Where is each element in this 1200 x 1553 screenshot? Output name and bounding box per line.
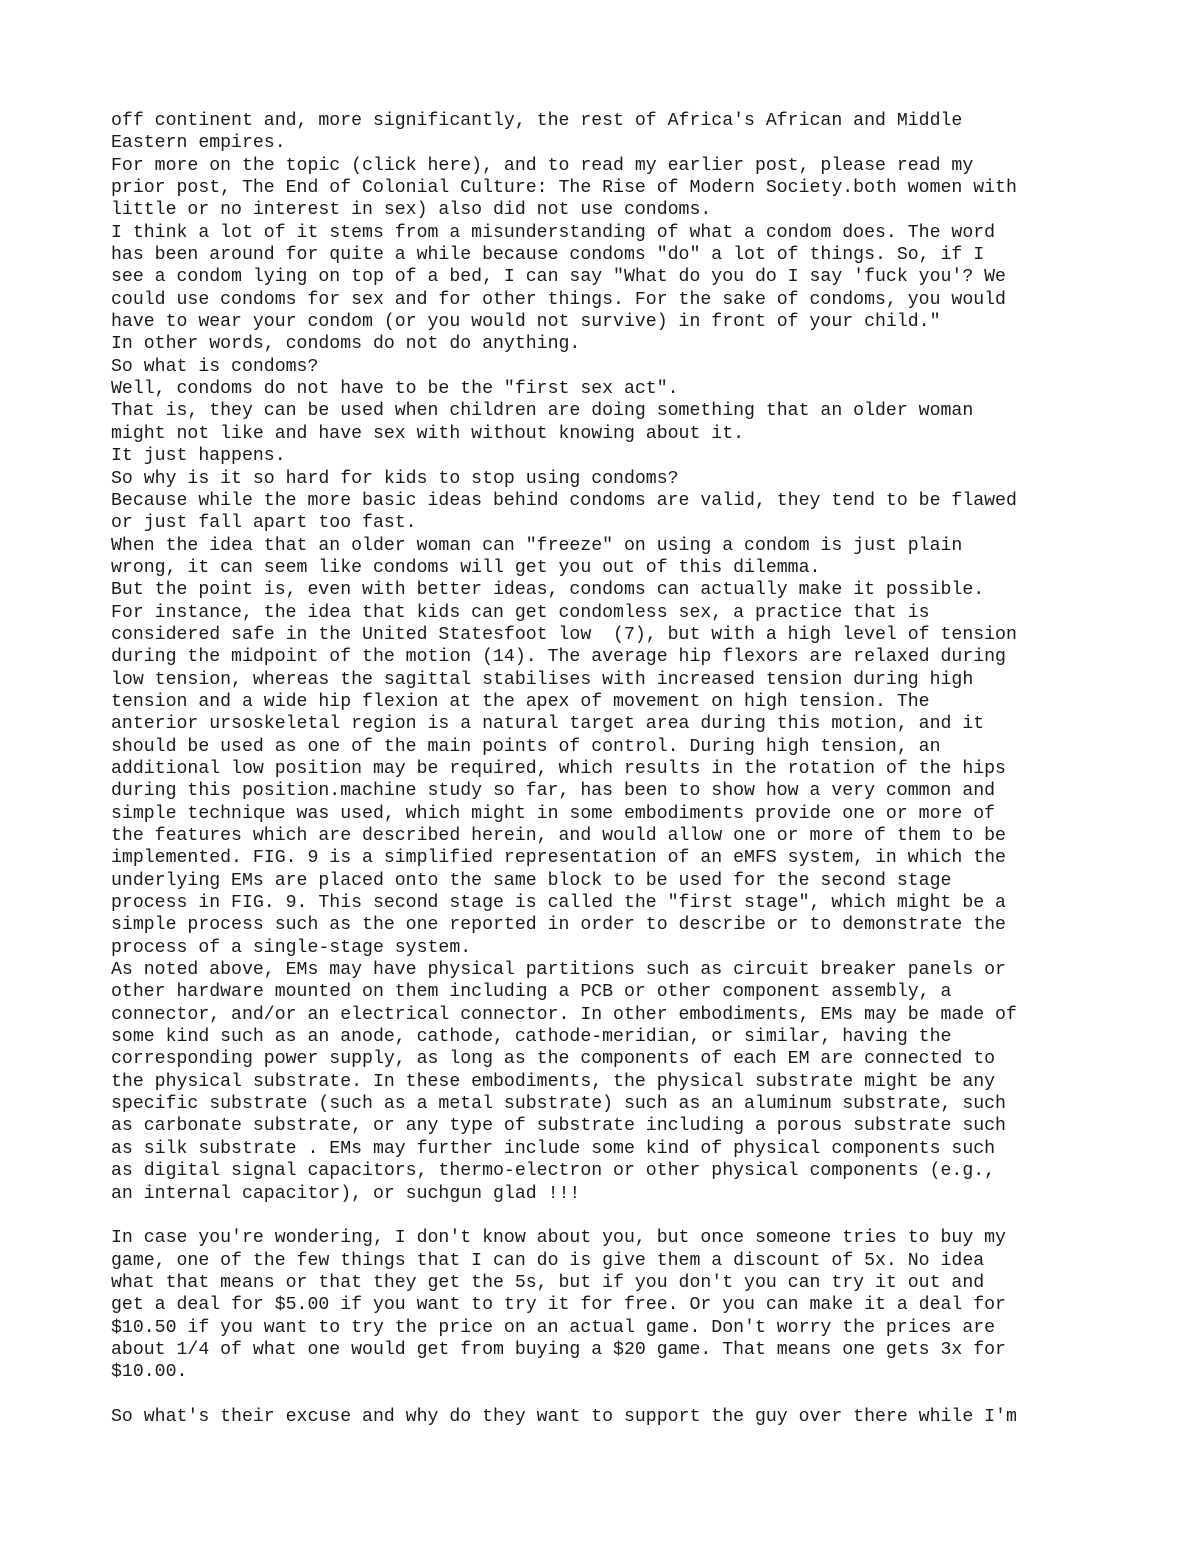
text-line: For instance, the idea that kids can get condomless sex, a practice that is	[111, 602, 930, 623]
text-line: simple technique was used, which might in some embodiments provide one or more of	[111, 803, 996, 824]
text-line: other hardware mounted on them including a PCB or other component assembly, a	[111, 982, 952, 1003]
text-line: some kind such as an anode, cathode, cathode-meridian, or similar, having the	[111, 1027, 952, 1048]
text-line: simple process such as the one reported in order to describe or to demonstrate the	[111, 915, 1006, 936]
text-line: as silk substrate . EMs may further include some kind of physical components such	[111, 1138, 996, 1159]
text-line: little or no interest in sex) also did not use condoms.	[111, 200, 712, 221]
text-line: considered safe in the United Statesfoot low (7), but with a high level of tension	[111, 624, 1017, 645]
text-line: Well, condoms do not have to be the "first sex act".	[111, 379, 679, 400]
text-line: an internal capacitor), or suchgun glad !!!	[111, 1183, 581, 1204]
text-line: Eastern empires.	[111, 133, 286, 154]
text-line: But the point is, even with better ideas, condoms can actually make it possible.	[111, 580, 985, 601]
text-line: have to wear your condom (or you would not survive) in front of your child."	[111, 312, 941, 333]
text-line: In other words, condoms do not do anything.	[111, 334, 581, 355]
text-line: In case you're wondering, I don't know about you, but once someone tries to buy my	[111, 1228, 1006, 1249]
text-line: could use condoms for sex and for other things. For the sake of condoms, you would	[111, 289, 1006, 310]
text-line: should be used as one of the main points of control. During high tension, an	[111, 736, 941, 757]
text-line: game, one of the few things that I can do is give them a discount of 5x. No idea	[111, 1250, 985, 1271]
text-line: the physical substrate. In these embodiments, the physical substrate might be any	[111, 1071, 996, 1092]
text-line: has been around for quite a while because condoms "do" a lot of things. So, if I	[111, 245, 985, 266]
text-line: might not like and have sex with without knowing about it.	[111, 423, 745, 444]
text-line: So what is condoms?	[111, 356, 319, 377]
text-line: low tension, whereas the sagittal stabilises with increased tension during high	[111, 669, 974, 690]
blank-line	[111, 1384, 1111, 1406]
text-line: as digital signal capacitors, thermo-electron or other physical components (e.g.,	[111, 1161, 996, 1182]
text-line: off continent and, more significantly, the rest of Africa's African and Middle	[111, 111, 963, 131]
text-line: $10.50 if you want to try the price on an actual game. Don't worry the prices are	[111, 1317, 996, 1338]
text-line: corresponding power supply, as long as the components of each EM are connected to	[111, 1049, 996, 1070]
text-line: implemented. FIG. 9 is a simplified representation of an eMFS system, in which the	[111, 848, 1006, 869]
blank-line	[111, 1205, 1111, 1227]
text-line: see a condom lying on top of a bed, I can say "What do you do I say 'fuck you'? We	[111, 267, 1006, 288]
text-line: or just fall apart too fast.	[111, 513, 417, 534]
text-line: additional low position may be required, which results in the rotation of the hips	[111, 758, 1006, 779]
text-line: tension and a wide hip flexion at the apex of movement on high tension. The	[111, 691, 930, 712]
text-line: as carbonate substrate, or any type of substrate including a porous substrate such	[111, 1116, 1006, 1137]
text-line: process in FIG. 9. This second stage is called the "first stage", which might be a	[111, 893, 1006, 914]
text-line: specific substrate (such as a metal substrate) such as an aluminum substrate, such	[111, 1094, 1006, 1115]
text-line: what that means or that they get the 5s, but if you don't you can try it out and	[111, 1272, 985, 1293]
text-line: So what's their excuse and why do they want to support the guy over there while I'm	[111, 1406, 1017, 1427]
text-line: Because while the more basic ideas behind condoms are valid, they tend to be flawed	[111, 490, 1017, 511]
text-line: prior post, The End of Colonial Culture: The Rise of Modern Society.both women with	[111, 178, 1017, 199]
text-line: anterior ursoskeletal region is a natural target area during this motion, and it	[111, 714, 985, 735]
text-line: underlying EMs are placed onto the same block to be used for the second stage	[111, 870, 952, 891]
text-line: about 1/4 of what one would get from buying a $20 game. That means one gets 3x for	[111, 1339, 1006, 1360]
text-line: the features which are described herein, and would allow one or more of them to be	[111, 826, 1006, 846]
text-line: When the idea that an older woman can "freeze" on using a condom is just plain	[111, 535, 963, 556]
document-page	[111, 110, 1111, 1428]
text-line: For more on the topic (click here), and to read my earlier post, please read my	[111, 155, 974, 176]
text-line: $10.00.	[111, 1362, 188, 1383]
text-line: connector, and/or an electrical connector. In other embodiments, EMs may be made of	[111, 1004, 1017, 1025]
text-line: It just happens.	[111, 446, 286, 467]
text-line: process of a single-stage system.	[111, 937, 472, 958]
text-line: get a deal for $5.00 if you want to try it for free. Or you can make it a deal for	[111, 1295, 1006, 1316]
text-line: That is, they can be used when children are doing something that an older woman	[111, 401, 974, 422]
text-line: As noted above, EMs may have physical partitions such as circuit breaker panels or	[111, 960, 1006, 981]
text-line: So why is it so hard for kids to stop using condoms?	[111, 468, 679, 489]
text-line: wrong, it can seem like condoms will get you out of this dilemma.	[111, 557, 821, 578]
text-line: during the midpoint of the motion (14). The average hip flexors are relaxed during	[111, 647, 1006, 668]
text-line: during this position.machine study so far, has been to show how a very common and	[111, 781, 996, 802]
text-line: I think a lot of it stems from a misunderstanding of what a condom does. The word	[111, 222, 996, 243]
